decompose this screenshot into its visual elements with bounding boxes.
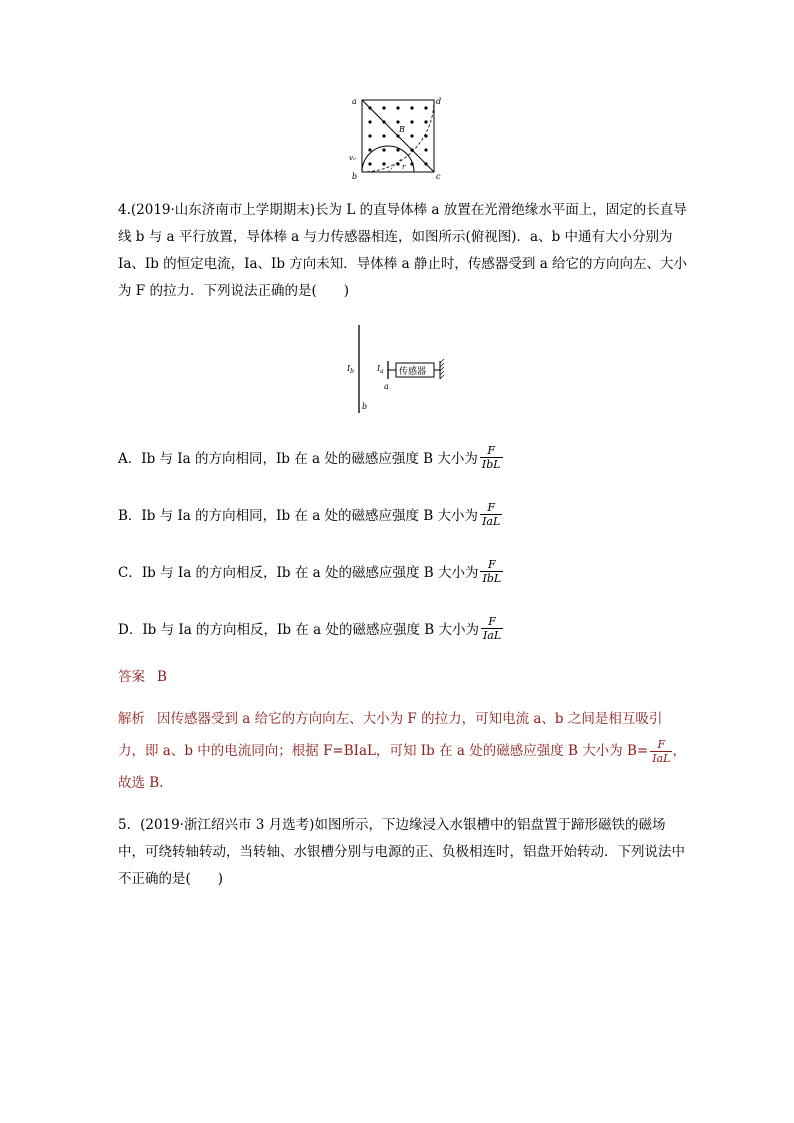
field-dot xyxy=(368,162,371,165)
field-dot xyxy=(424,162,427,165)
field-dot xyxy=(424,148,427,151)
field-dot xyxy=(382,162,385,165)
ia-label: $I_a$ xyxy=(377,364,384,375)
option-d[interactable] xyxy=(118,608,503,648)
option-c-fraction: $\frac{F}{\text{IbL}}$ xyxy=(482,557,502,585)
analysis-text-2: ，故选 B. xyxy=(118,743,686,791)
analysis xyxy=(118,703,688,799)
option-c[interactable] xyxy=(118,551,503,591)
analysis-label: 解析 xyxy=(118,711,145,727)
field-dot xyxy=(368,120,371,123)
field-dot xyxy=(396,148,399,151)
wire-b-label: b xyxy=(362,402,368,411)
rod-a-label: a xyxy=(384,382,389,391)
field-dot xyxy=(410,162,413,165)
field-dot xyxy=(368,148,371,151)
question-4: 4.(2019·山东济南市上学期期末)长为 L 的直导体棒 a 放置在光滑绝缘水平面上，固定的长直导线 b 与 a 平行放置，导体棒 a 与力传感器相连，如图所示(俯视图)．a、b 中通有大小分别为 Ia、Ib 的恒定电流，Ia、Ib 方向未知．导体棒 a 静止时，传感器受到 a 给它的方向向左、大小为 F 的拉力．下列说法正确的是( ) xyxy=(118,202,688,299)
analysis-text-1: 因传感器受到 a 给它的方向向左、大小为 F 的拉力，可知电流 a、b 之间是相互吸引力，即 a、b 中的电流同向；根据 F=BIaL，可知 Ib 在 a 处的磁感应强度 B 大小为 B= xyxy=(118,711,663,759)
ib-label: $I_b$ xyxy=(347,364,355,375)
magnetic-field-figure xyxy=(346,92,446,182)
sensor-label: 传感器 xyxy=(399,367,427,377)
field-dot xyxy=(396,106,399,109)
field-dot xyxy=(396,162,399,165)
option-d-text: D．Ib 与 Ia 的方向相反，Ib 在 a 处的磁感应强度 B 大小为 xyxy=(118,622,479,638)
field-dot xyxy=(382,120,385,123)
field-dot xyxy=(424,134,427,137)
field-dot xyxy=(382,106,385,109)
answer xyxy=(118,665,167,685)
field-dot xyxy=(410,120,413,123)
field-dot xyxy=(396,134,399,137)
velocity-label: v₀ xyxy=(349,154,356,162)
answer-value: B xyxy=(157,669,167,685)
field-dot xyxy=(410,148,413,151)
field-dot xyxy=(368,134,371,137)
corner-a: a xyxy=(352,97,357,106)
field-dot xyxy=(410,106,413,109)
field-dot xyxy=(382,134,385,137)
option-c-text: C．Ib 与 Ia 的方向相反，Ib 在 a 处的磁感应强度 B 大小为 xyxy=(118,565,479,581)
answer-label: 答案 xyxy=(118,669,145,685)
corner-d: d xyxy=(436,97,442,106)
field-dot xyxy=(382,148,385,151)
option-b[interactable] xyxy=(118,494,502,534)
corner-c: c xyxy=(436,172,441,181)
analysis-fraction: $\frac{F}{\text{IaL}}$ xyxy=(652,738,671,765)
radius-label: r xyxy=(402,163,406,171)
field-dot xyxy=(424,120,427,123)
option-d-fraction: $\frac{F}{\text{IaL}}$ xyxy=(482,614,502,642)
option-a[interactable] xyxy=(118,437,503,477)
option-b-text: B．Ib 与 Ia 的方向相同，Ib 在 a 处的磁感应强度 B 大小为 xyxy=(118,508,479,524)
question-5: 5．(2019·浙江绍兴市 3 月选考)如图所示，下边缘浸入水银槽中的铝盘置于蹄形磁铁的磁场中，可绕转轴转动，当转轴、水银槽分别与电源的正、负极相连时，铝盘开始转动．下列说法中不正确的是( ) xyxy=(118,817,685,887)
field-dot xyxy=(396,120,399,123)
option-a-text: A．Ib 与 Ia 的方向相同，Ib 在 a 处的磁感应强度 B 大小为 xyxy=(118,451,478,467)
field-label: B xyxy=(399,125,405,134)
option-b-fraction: $\frac{F}{\text{IaL}}$ xyxy=(482,500,501,528)
option-a-fraction: $\frac{F}{\text{IbL}}$ xyxy=(481,443,501,471)
field-dot xyxy=(368,106,371,109)
corner-b: b xyxy=(352,172,358,181)
field-dot xyxy=(424,106,427,109)
field-dot xyxy=(410,134,413,137)
wire-sensor-figure xyxy=(344,323,454,415)
